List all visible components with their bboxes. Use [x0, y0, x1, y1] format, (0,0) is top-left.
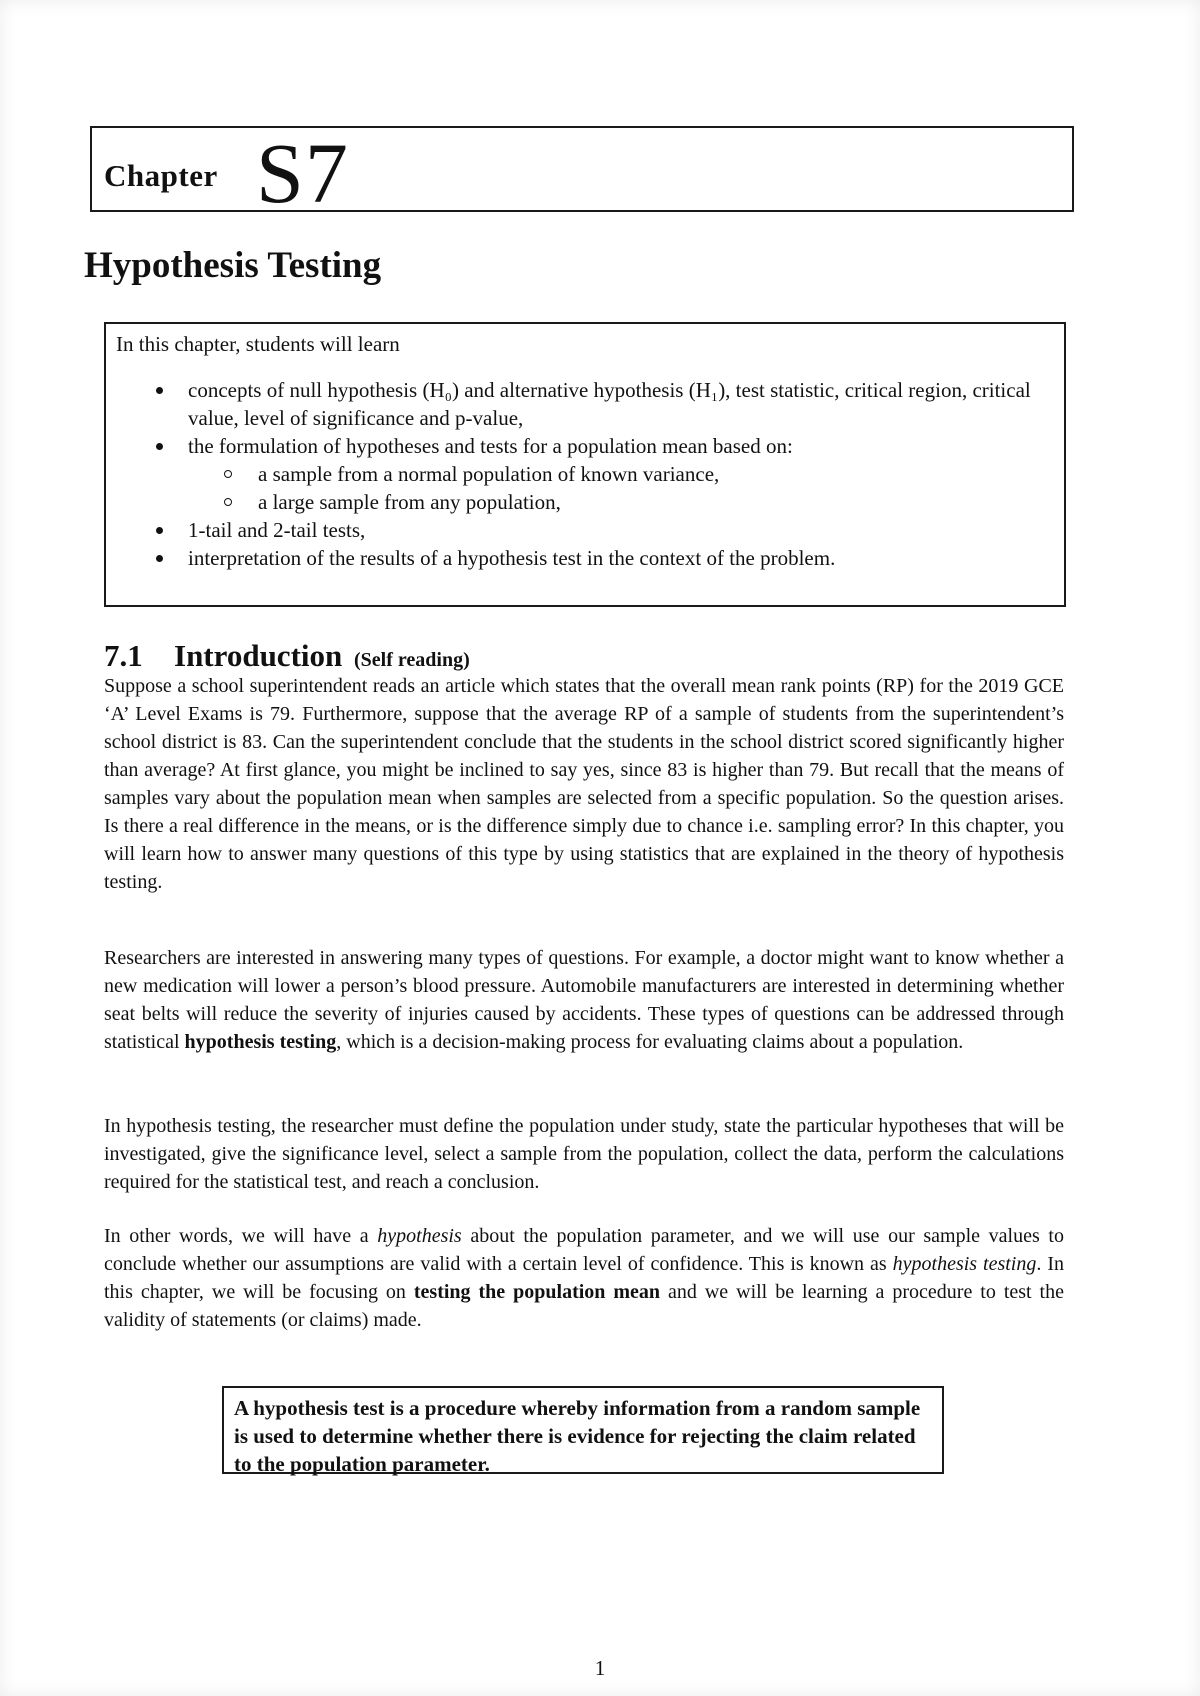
paragraph-text: , which is a decision-making process for evaluating claims about a population.: [336, 1031, 964, 1053]
objectives-list: [152, 376, 1052, 572]
paragraph-text: . In this chapter, we will be focusing on: [104, 1253, 1064, 1303]
list-item: [152, 432, 1052, 516]
paragraph-text: In other words, we will have a: [104, 1225, 378, 1247]
paragraph-text: about the population parameter, and we will use our sample values to conclude whether our assumptions are valid with a certain level of confidence. This is known as: [104, 1225, 1064, 1275]
circle-bullet-icon: [224, 498, 232, 506]
paragraph-summary: [104, 1222, 1064, 1334]
definition-box: A hypothesis test is a procedure whereby information from a random sample is used to determine whether there is evidence for rejecting the claim related to the population parameter.: [222, 1386, 944, 1474]
sub-list-item: [224, 488, 1052, 516]
paragraph-procedure: In hypothesis testing, the researcher must define the population under study, state the particular hypotheses that will be investigated, give the significance level, select a sample from the population, collect the data, perform the calculations required for the statistical test, and reach a conclusion.: [104, 1115, 1064, 1193]
objectives-intro: In this chapter, students will learn: [116, 332, 400, 356]
paragraph-text: and we will be learning a procedure to test the validity of statements (or claims) made.: [104, 1281, 1064, 1331]
bullet-icon: [156, 527, 163, 534]
paragraph-text: Researchers are interested in answering many types of questions. For example, a doctor might want to know whether a new medication will lower a person’s blood pressure. Automobile manufacturers are interested in determining whether seat belts will reduce the severity of injuries caused by accidents. These types of questions can be addressed through statistical: [104, 947, 1064, 1053]
objective-text: interpretation of the results of a hypothesis test in the context of the problem.: [188, 546, 836, 570]
bullet-icon: [156, 387, 163, 394]
section-heading: [104, 638, 470, 674]
italic-term: hypothesis: [377, 1225, 462, 1247]
sub-objective-text: a sample from a normal population of known variance,: [258, 462, 720, 486]
section-title: Introduction: [174, 638, 343, 673]
bullet-icon: [156, 443, 163, 450]
page-number: 1: [594, 1656, 606, 1680]
list-item: [152, 376, 1052, 432]
chapter-header-box: [90, 125, 1074, 221]
objective-text: 1-tail and 2-tail tests,: [188, 518, 366, 542]
paragraph-researchers: [104, 944, 1064, 1056]
chapter-number: S7: [256, 125, 349, 221]
sub-list: [188, 460, 1052, 516]
learning-objectives-box: [104, 322, 1066, 607]
chapter-title: Hypothesis Testing: [84, 245, 382, 286]
list-item: [152, 544, 1052, 572]
sub-objective-text: a large sample from any population,: [258, 490, 561, 514]
bold-term: hypothesis testing: [184, 1031, 337, 1053]
chapter-label: Chapter: [104, 158, 218, 193]
section-number: 7.1: [104, 638, 143, 673]
section-note: (Self reading): [354, 649, 470, 671]
sub-list-item: [224, 460, 1052, 488]
objective-text: concepts of null hypothesis (H₀) and alternative hypothesis (H₁), test statistic, critical region, critical value, level of significance and p-value,: [188, 378, 1031, 430]
circle-bullet-icon: [224, 470, 232, 478]
list-item: [152, 516, 1052, 544]
paragraph-intro: Suppose a school superintendent reads an article which states that the overall mean rank points (RP) for the 2019 GCE ‘A’ Level Exams is 79. Furthermore, suppose that the average RP of a sample of students from the superintendent’s school district is 83. Can the superintendent conclude that the students in the school district scored significantly higher than average? At first glance, you might be inclined to say yes, since 83 is higher than 79. But recall that the means of samples vary about the population mean when samples are selected from a specific population. So the question arises. Is there a real difference in the means, or is the difference simply due to chance i.e. sampling error? In this chapter, you will learn how to answer many questions of this type by using statistics that are explained in the theory of hypothesis testing.: [104, 675, 1064, 893]
bold-term: testing the population mean: [413, 1281, 661, 1303]
italic-term: hypothesis testing: [892, 1253, 1037, 1275]
bullet-icon: [156, 555, 163, 562]
objective-text: the formulation of hypotheses and tests for a population mean based on:: [188, 434, 793, 458]
